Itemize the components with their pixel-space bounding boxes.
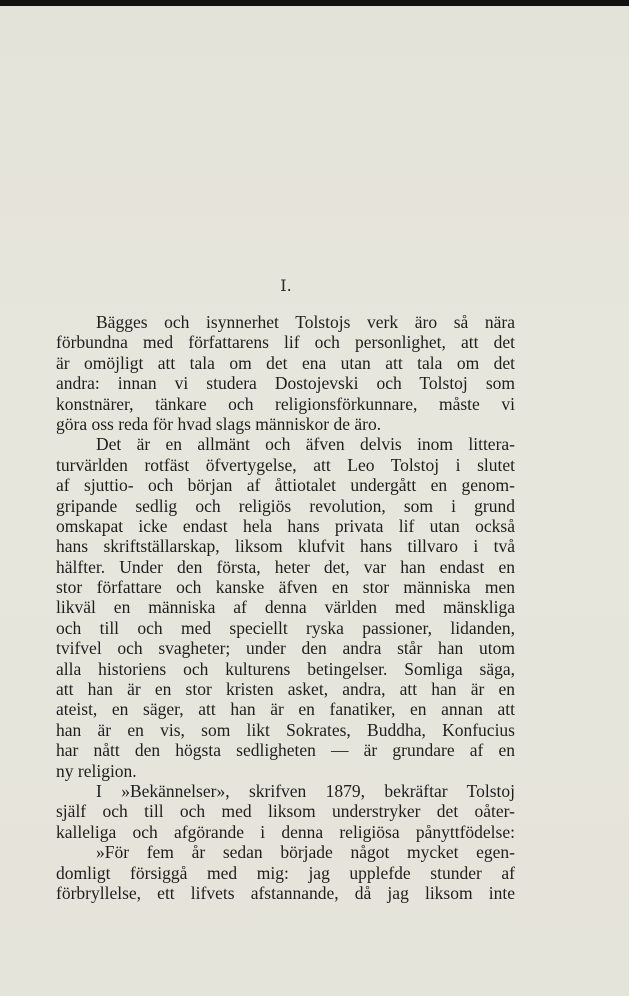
text-line: själf och till och med liksom understryker det oåter- <box>56 801 515 822</box>
text-line: af sjuttio- och början af åttiotalet undergått en genom- <box>56 475 515 496</box>
text-line: likväl en människa af denna världen med mänskliga <box>56 597 515 618</box>
text-line: I »Bekännelser», skrifven 1879, bekräftar Tolstoj <box>96 780 515 801</box>
text-line: har nått den högsta sedligheten — är grundare af en <box>56 740 515 761</box>
text-line: omskapat icke endast hela hans privata lif utan också <box>56 515 515 536</box>
text-line: konstnärer, tänkare och religionsförkunnare, måste vi <box>56 393 515 414</box>
text-line: gripande sedlig och religiös revolution, som i grund <box>56 495 515 516</box>
chapter-heading: I. <box>280 276 292 295</box>
text-line: är omöjligt att tala om det ena utan att tala om det <box>56 352 515 373</box>
text-line: han är en vis, som likt Sokrates, Buddha, Konfucius <box>56 719 515 740</box>
text-line: tvifvel och svagheter; under den andra står han utom <box>56 638 515 659</box>
text-line: stor författare och kanske äfven en stor människa men <box>56 577 515 598</box>
text-line: domligt försiggå med mig: jag upplefde stunder af <box>56 862 515 883</box>
text-line: förbryllelse, ett lifvets afstannande, då jag liksom inte <box>56 882 515 903</box>
text-line: ny religion. <box>56 760 137 781</box>
text-line: att han är en stor kristen asket, andra, att han är en <box>56 679 515 700</box>
text-line: Det är en allmänt och äfven delvis inom littera- <box>96 434 515 455</box>
text-line: »För fem år sedan började något mycket egen- <box>96 842 515 863</box>
book-page <box>0 6 629 996</box>
text-line: och till och med speciellt ryska passioner, lidanden, <box>56 617 515 638</box>
text-line: turvärlden rotfäst öfvertygelse, att Leo Tolstoj i slutet <box>56 454 515 475</box>
text-line: förbundna med författarens lif och personlighet, att det <box>56 332 515 353</box>
text-line: andra: innan vi studera Dostojevski och Tolstoj som <box>56 373 515 394</box>
text-line: hans skriftställarskap, liksom klufvit hans tillvaro i två <box>56 536 515 557</box>
text-line: hälfter. Under den första, heter det, var han endast en <box>56 556 515 577</box>
text-line: Bägges och isynnerhet Tolstojs verk äro så nära <box>96 312 515 332</box>
text-line: alla historiens och kulturens betingelser. Somliga säga, <box>56 658 515 679</box>
text-line: kalleliga och afgörande i denna religiösa pånyttfödelse: <box>56 821 515 842</box>
text-line: ateist, en säger, att han är en fanatiker, en annan att <box>56 699 515 720</box>
text-line: göra oss reda för hvad slags människor de äro. <box>56 413 382 434</box>
body-text <box>56 312 515 903</box>
